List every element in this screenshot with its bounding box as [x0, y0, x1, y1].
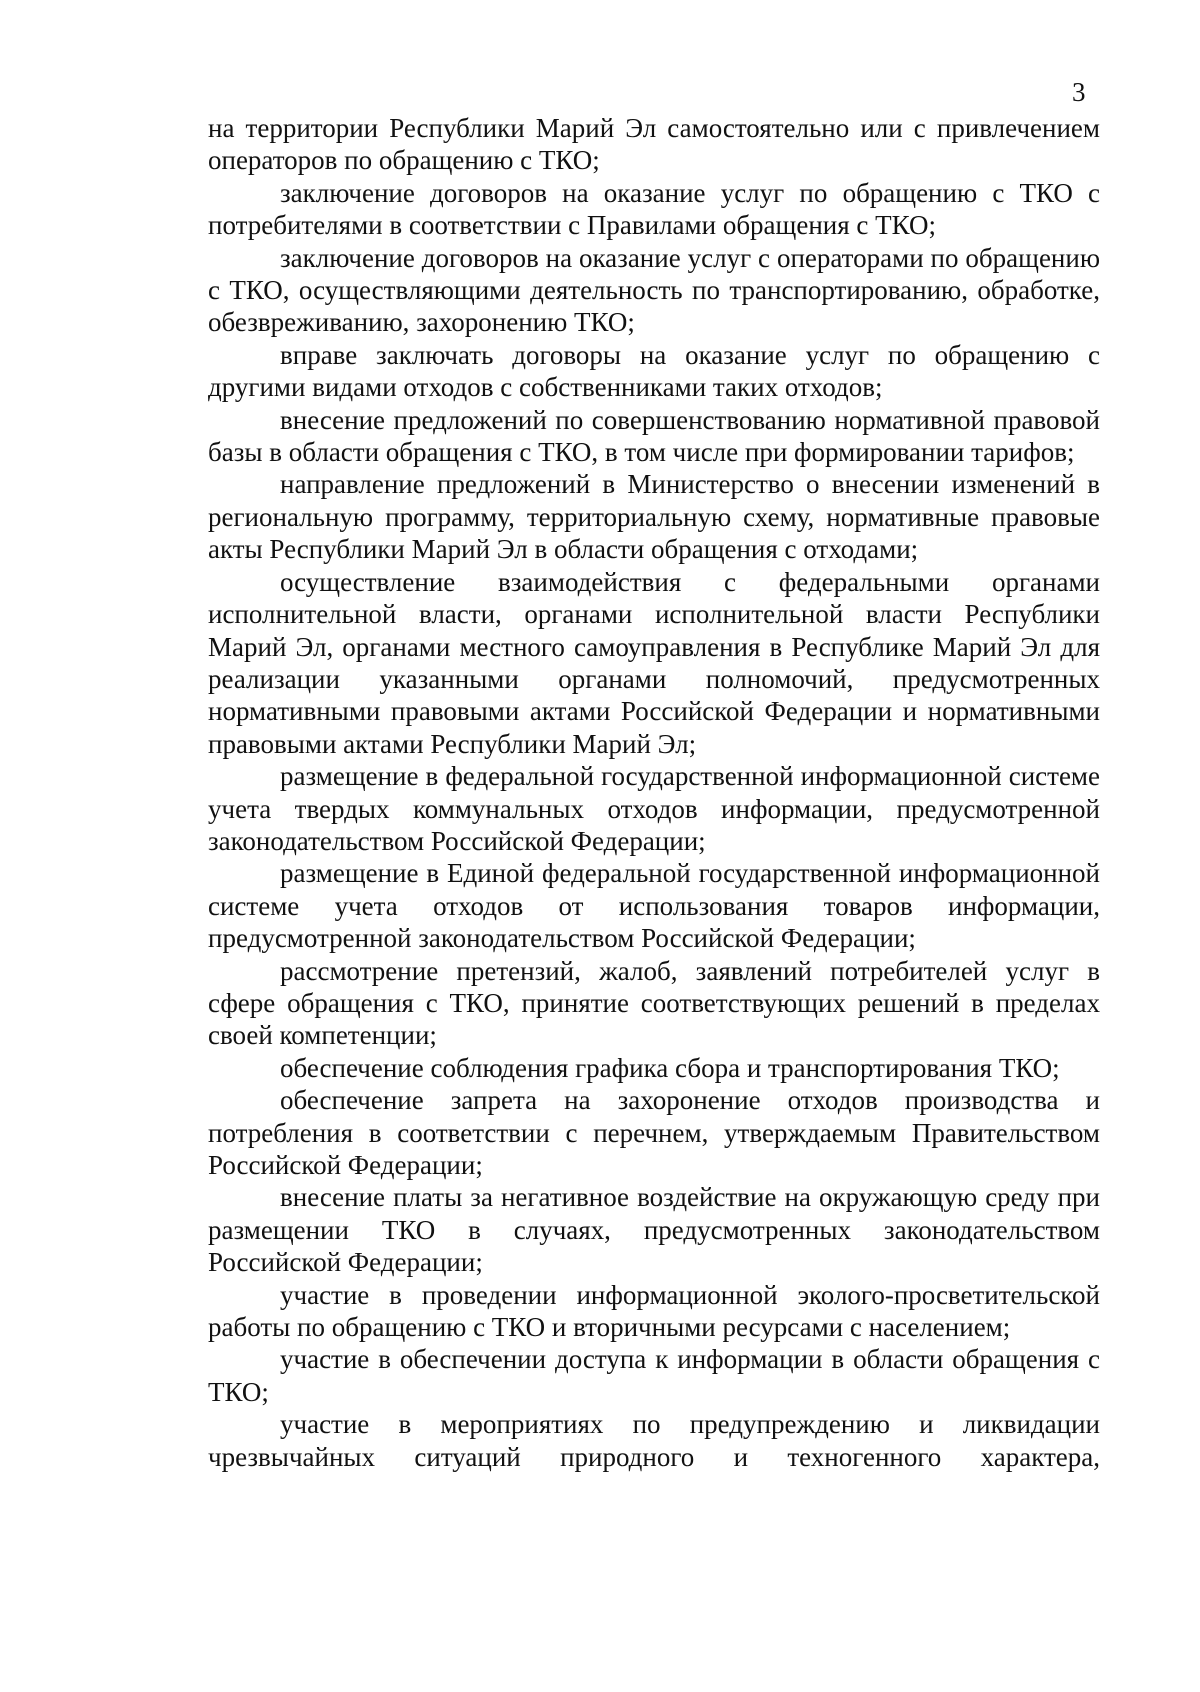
paragraph: на территории Республики Марий Эл самостоятельно или с привлечением операторов по обращению с ТКО;: [208, 113, 1100, 176]
paragraph: заключение договоров на оказание услуг с операторами по обращению с ТКО, осуществляющими деятельность по транспортированию, обработке, обезвреживанию, захоронению ТКО;: [208, 242, 1100, 338]
page-number: 3: [1072, 77, 1086, 107]
paragraph: внесение платы за негативное воздействие на окружающую среду при размещении ТКО в случаях, предусмотренных законодательством Российской Федерации;: [208, 1182, 1100, 1278]
paragraph: вправе заключать договоры на оказание услуг по обращению с другими видами отходов с собственниками таких отходов;: [208, 339, 1100, 403]
paragraph: размещение в Единой федеральной государственной информационной системе учета отходов от использования товаров информации, предусмотренной законодательством Российской Федерации;: [208, 858, 1100, 954]
paragraph: обеспечение запрета на захоронение отходов производства и потребления в соответствии с перечнем, утверждаемым Правительством Российской Федерации;: [208, 1085, 1100, 1180]
paragraph: внесение предложений по совершенствованию нормативной правовой базы в области обращения с ТКО, в том числе при формировании тарифов;: [208, 404, 1100, 468]
paragraph: рассмотрение претензий, жалоб, заявлений потребителей услуг в сфере обращения с ТКО, принятие соответствующих решений в пределах своей компетенции;: [208, 955, 1100, 1051]
paragraph: заключение договоров на оказание услуг по обращению с ТКО с потребителями в соответствии с Правилами обращения с ТКО;: [208, 177, 1100, 241]
paragraph: размещение в федеральной государственной информационной системе учета твердых коммунальных отходов информации, предусмотренной законодательством Российской Федерации;: [208, 761, 1100, 856]
paragraph: участие в обеспечении доступа к информации в области обращения с ТКО;: [208, 1344, 1100, 1407]
paragraph: направление предложений в Министерство о внесении изменений в региональную программу, территориальную схему, нормативные правовые акты Республики Марий Эл в области обращения с отходами;: [208, 469, 1100, 565]
paragraph: осуществление взаимодействия с федеральными органами исполнительной власти, органами исполнительной власти Республики Марий Эл, органами местного самоуправления в Республике Марий Эл для реализации указанными органами полномочий, предусмотренных нормативными правовыми актами Российской Федерации и нормативными правовыми актами Республики Марий Эл;: [208, 566, 1100, 759]
paragraph: обеспечение соблюдения графика сбора и транспортирования ТКО;: [280, 1052, 1060, 1083]
paragraph: участие в проведении информационной эколого-просветительской работы по обращению с ТКО и вторичными ресурсами с населением;: [208, 1279, 1100, 1343]
paragraph: участие в мероприятиях по предупреждению и ликвидации чрезвычайных ситуаций природного и техногенного характера,: [208, 1409, 1100, 1472]
document-body: [208, 112, 1100, 1473]
